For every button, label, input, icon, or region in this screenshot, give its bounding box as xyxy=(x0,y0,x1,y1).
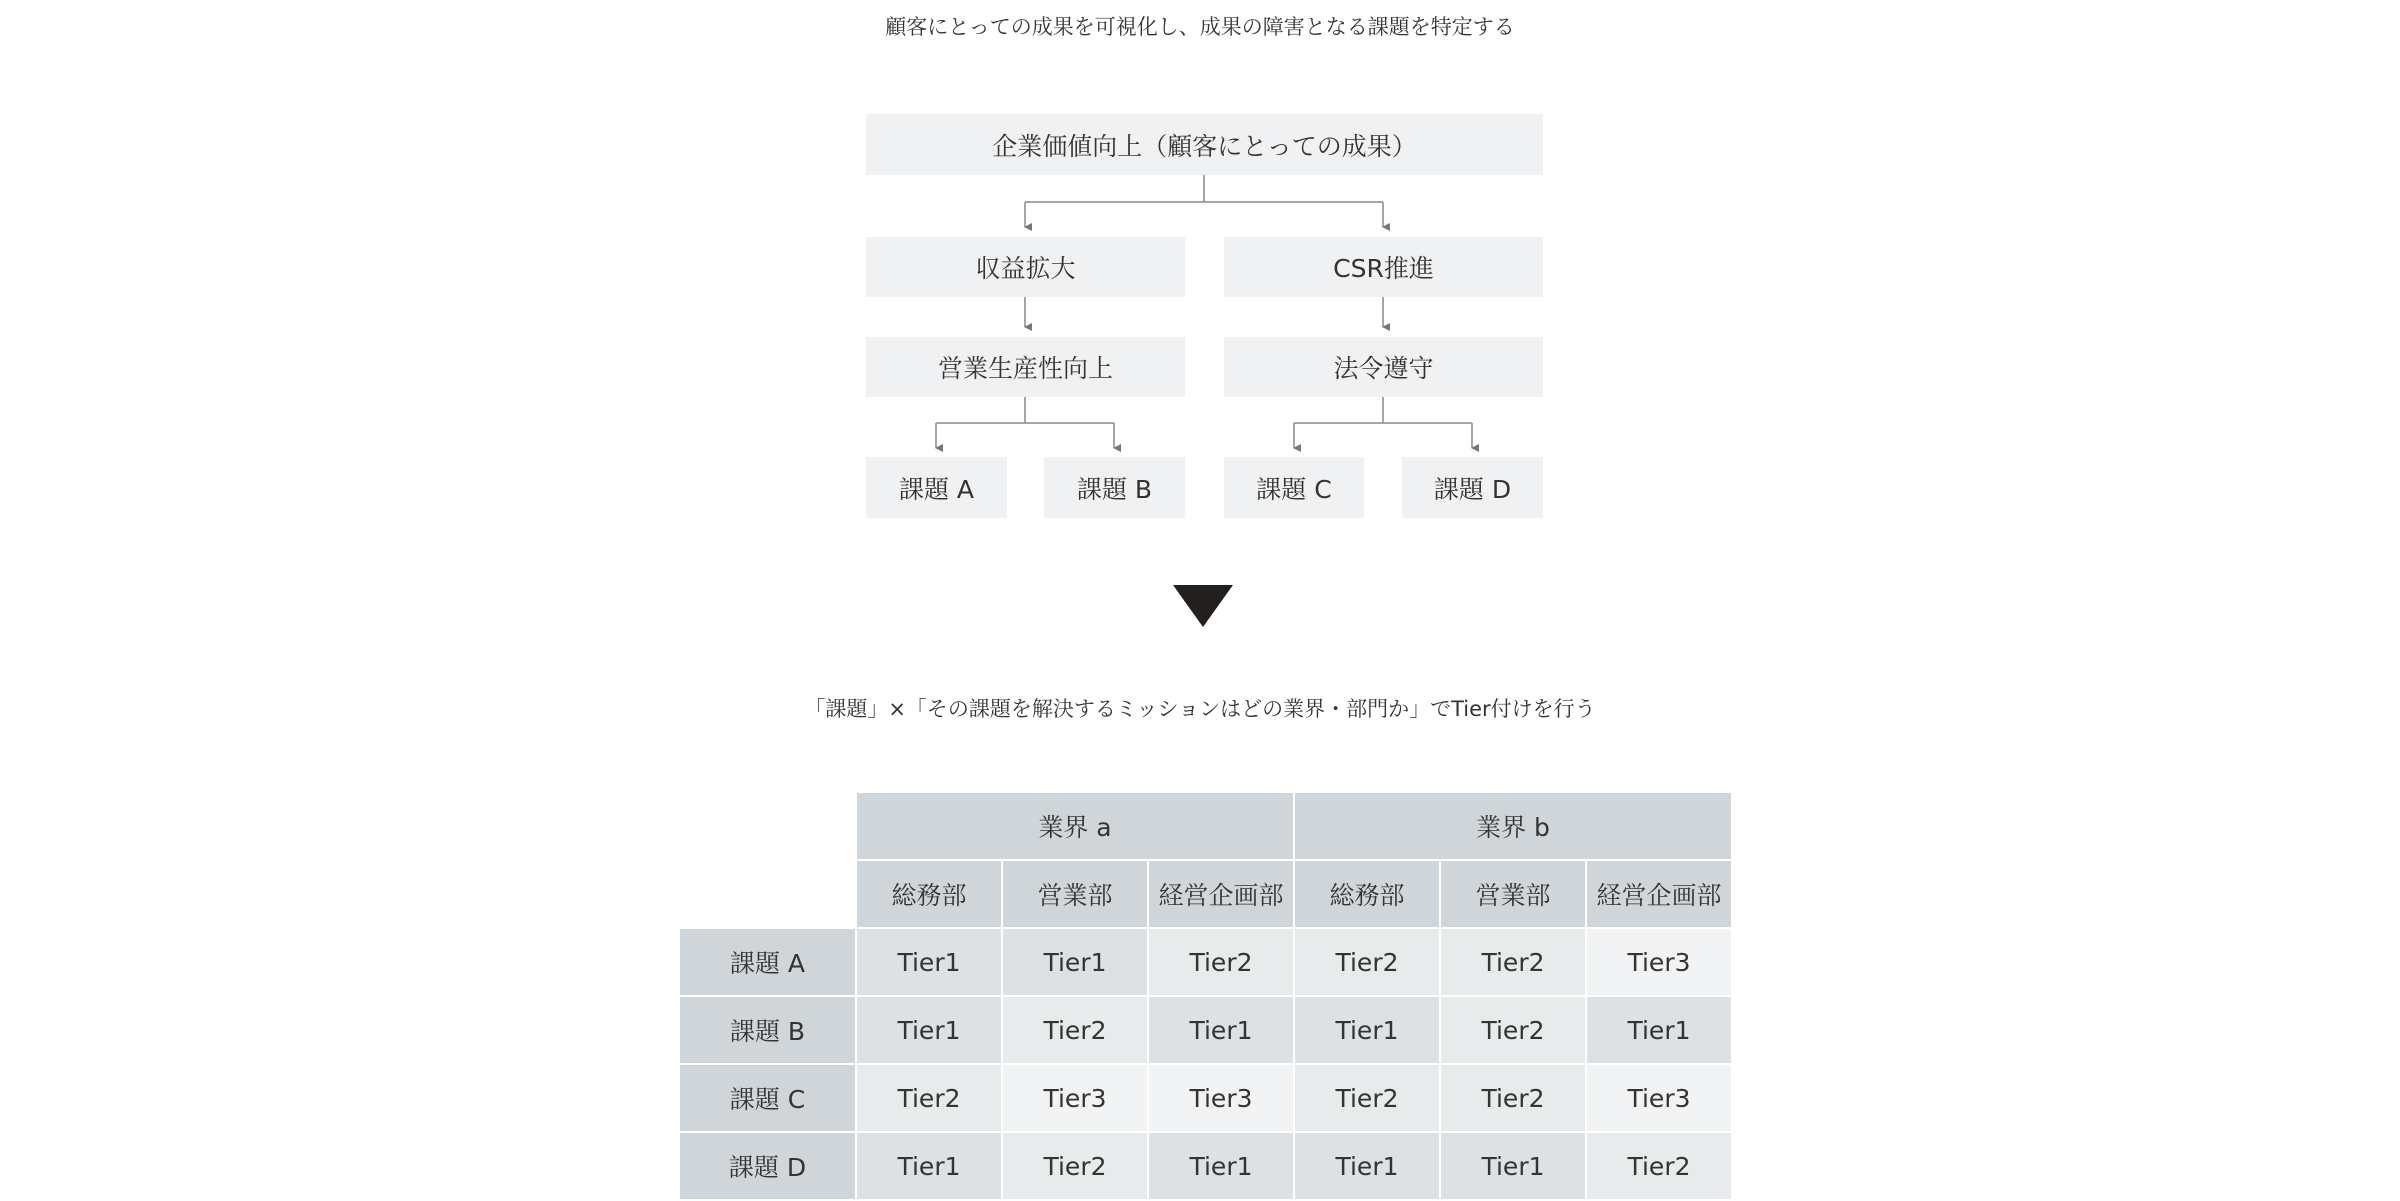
industry-header-b: 業界 b xyxy=(1295,793,1733,861)
tier-cell: Tier3 xyxy=(1587,1065,1733,1133)
tier-cell: Tier1 xyxy=(1587,997,1733,1065)
down-arrow-icon xyxy=(1173,585,1233,627)
tree-node-sales-productivity: 営業生産性向上 xyxy=(866,337,1185,397)
tier-cell: Tier1 xyxy=(1295,1133,1441,1201)
matrix-caption: 「課題」×「その課題を解決するミッションはどの業界・部門か」でTier付けを行う xyxy=(804,697,1596,721)
row-header: 課題 D xyxy=(680,1133,857,1201)
row-header: 課題 B xyxy=(680,997,857,1065)
tier-cell: Tier2 xyxy=(1587,1133,1733,1201)
tree-branch-revenue: 収益拡大 xyxy=(866,237,1185,297)
tree-issue-a: 課題 A xyxy=(866,457,1007,518)
tier-cell: Tier2 xyxy=(1295,1065,1441,1133)
tier-cell: Tier2 xyxy=(857,1065,1003,1133)
tier-cell: Tier3 xyxy=(1149,1065,1295,1133)
row-header: 課題 A xyxy=(680,929,857,997)
tree-issue-b: 課題 B xyxy=(1044,457,1185,518)
tier-cell: Tier2 xyxy=(1441,1065,1587,1133)
tier-cell: Tier1 xyxy=(1441,1133,1587,1201)
tree-issue-d: 課題 D xyxy=(1402,457,1543,518)
department-header: 営業部 xyxy=(1003,861,1149,929)
department-header: 経営企画部 xyxy=(1149,861,1295,929)
tree-issue-c: 課題 C xyxy=(1224,457,1364,518)
tier-cell: Tier2 xyxy=(1295,929,1441,997)
tree-branch-csr: CSR推進 xyxy=(1224,237,1543,297)
department-header: 経営企画部 xyxy=(1587,861,1733,929)
tier-cell: Tier1 xyxy=(857,1133,1003,1201)
tier-cell: Tier3 xyxy=(1587,929,1733,997)
tier-cell: Tier1 xyxy=(857,929,1003,997)
department-header: 総務部 xyxy=(1295,861,1441,929)
tier-cell: Tier1 xyxy=(1149,997,1295,1065)
tier-cell: Tier2 xyxy=(1003,1133,1149,1201)
tier-cell: Tier2 xyxy=(1441,929,1587,997)
tree-caption: 顧客にとっての成果を可視化し、成果の障害となる課題を特定する xyxy=(885,15,1515,39)
department-header: 営業部 xyxy=(1441,861,1587,929)
tier-cell: Tier2 xyxy=(1441,997,1587,1065)
row-header: 課題 C xyxy=(680,1065,857,1133)
tree-root: 企業価値向上（顧客にとっての成果） xyxy=(866,114,1543,175)
tier-cell: Tier3 xyxy=(1003,1065,1149,1133)
tier-cell: Tier2 xyxy=(1149,929,1295,997)
department-header: 総務部 xyxy=(857,861,1003,929)
tier-cell: Tier1 xyxy=(1003,929,1149,997)
tier-cell: Tier1 xyxy=(1149,1133,1295,1201)
industry-header-a: 業界 a xyxy=(857,793,1295,861)
tier-cell: Tier1 xyxy=(857,997,1003,1065)
tier-cell: Tier2 xyxy=(1003,997,1149,1065)
tree-node-compliance: 法令遵守 xyxy=(1224,337,1543,397)
tier-cell: Tier1 xyxy=(1295,997,1441,1065)
